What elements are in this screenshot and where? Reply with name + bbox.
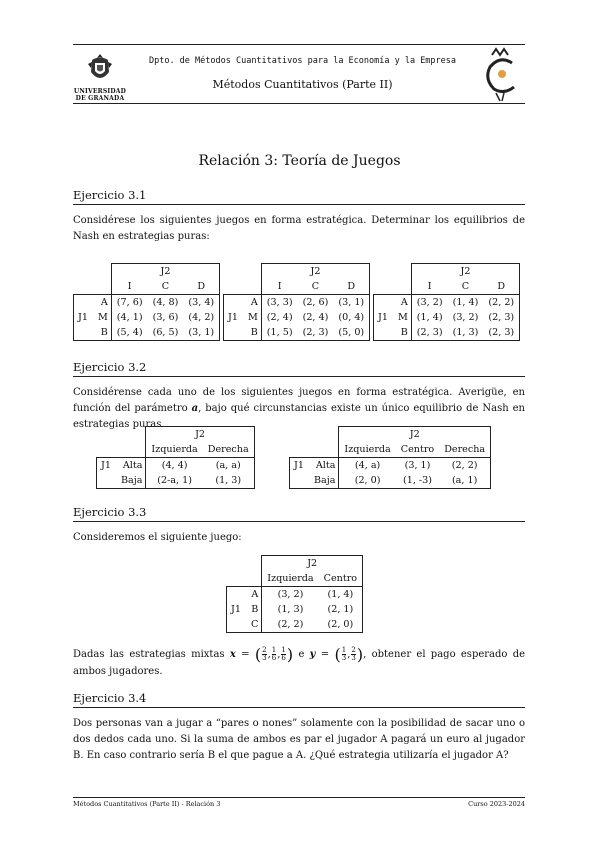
table-row [227, 571, 363, 587]
exercise-heading-3-1: Ejercicio 3.1 [73, 188, 147, 202]
corner-cell [97, 427, 116, 443]
column-strategy: C [448, 279, 484, 295]
exercise-text-3-3-mixed [73, 646, 525, 680]
column-strategy: D [483, 279, 519, 295]
column-player-label: J2 [111, 264, 219, 280]
row-player-label [97, 473, 116, 489]
column-strategy: Derecha [203, 442, 254, 458]
payoff-cell: (4, 8) [152, 297, 179, 308]
row-player-label: J1 [224, 310, 243, 325]
column-player-label: J2 [146, 427, 254, 443]
row-strategy: Alta [116, 458, 146, 474]
row-player-label: J1 [74, 310, 93, 325]
payoff-cell: (5, 4) [111, 325, 147, 341]
fraction-denominator: 6 [281, 654, 286, 662]
table-row [224, 279, 370, 295]
row-strategy: M [97, 312, 108, 323]
payoff-cell: (4, 1) [111, 310, 147, 325]
equals-sign-2: = [320, 649, 330, 660]
table-row [224, 264, 370, 280]
row-strategy: C [246, 617, 262, 633]
game-table-3-1-a [73, 263, 220, 341]
corner-cell [227, 571, 246, 587]
row-player-label [74, 325, 93, 341]
mixed-intro: Dadas las estrategias mixtas [73, 649, 225, 660]
payoff-cell: (3, 1) [404, 460, 431, 471]
corner-cell [290, 427, 309, 443]
payoff-cell: (2, 3) [483, 325, 519, 341]
page-title: Relación 3: Teoría de Juegos [198, 153, 401, 169]
exercise-rule-3-3 [73, 521, 525, 522]
row-strategy: B [251, 604, 259, 615]
fraction-separator: , [277, 649, 281, 660]
payoff-cell: (2, 6) [302, 297, 329, 308]
footer-left: Métodos Cuantitativos (Parte II) - Relación 3 [73, 800, 221, 808]
corner-cell [74, 279, 93, 295]
table-row [374, 295, 520, 311]
row-strategy: A [93, 295, 111, 311]
table-row [374, 279, 520, 295]
corner-cell [224, 279, 243, 295]
payoff-cell: (3, 2) [411, 295, 447, 311]
corner-cell [227, 556, 246, 572]
corner-cell [116, 427, 146, 443]
column-strategy: Izquierda [339, 442, 396, 458]
table-row [224, 325, 370, 341]
payoff-cell: (1, -3) [396, 473, 439, 489]
payoff-cell: (4, 4) [146, 458, 203, 474]
fraction-numerator: 1 [341, 646, 347, 654]
table-row [97, 473, 255, 489]
university-name-line2: DE GRANADA [75, 95, 125, 102]
fraction-numerator: 1 [281, 646, 286, 654]
payoff-cell: (2, 3) [483, 310, 519, 325]
payoff-cell: (2, 3) [298, 325, 334, 341]
payoff-cell: (3, 4) [183, 295, 219, 311]
column-strategy: Centro [319, 571, 363, 587]
row-player-label [224, 325, 243, 341]
row-strategy: A [246, 587, 262, 603]
payoff-cell: (6, 5) [148, 325, 184, 341]
game-table-3-1-c [373, 263, 520, 341]
row-strategy: A [393, 295, 411, 311]
row-strategy: M [397, 312, 408, 323]
payoff-cell: (3, 6) [152, 312, 179, 323]
footer-rule [73, 797, 525, 798]
fraction [351, 647, 355, 662]
payoff-cell: (2, 4) [261, 310, 297, 325]
exercise-heading-3-2: Ejercicio 3.2 [73, 360, 147, 374]
payoff-cell: (a, a) [203, 458, 254, 474]
fraction-numerator: 2 [262, 646, 267, 654]
corner-cell [290, 442, 309, 458]
corner-cell [224, 264, 243, 280]
footer-right: Curso 2023-2024 [468, 800, 525, 808]
fraction [262, 647, 266, 662]
payoff-cell: (2-a, 1) [146, 473, 203, 489]
payoff-cell: (5, 0) [333, 325, 369, 341]
column-strategy: I [261, 279, 297, 295]
corner-cell [246, 556, 262, 572]
payoff-cell: (4, a) [339, 458, 396, 474]
table-row [290, 473, 491, 489]
table-row [374, 325, 520, 341]
payoff-cell: (2, 0) [339, 473, 396, 489]
payoff-cell: (3, 1) [333, 295, 369, 311]
exercise-text-3-2: Considérense cada uno de los siguientes juegos en forma estratégica. Averigüe, en función del parámetro a, bajo qué circunstancias existe un único equilibrio de Nash en estrategias puras. [73, 387, 525, 430]
payoff-cell: (1, 4) [319, 587, 363, 603]
table-row [74, 295, 220, 311]
table-row [374, 264, 520, 280]
exercise-heading-3-3: Ejercicio 3.3 [73, 505, 147, 519]
corner-cell [93, 264, 111, 280]
column-player-label: J2 [262, 556, 363, 572]
x-vector [261, 646, 287, 662]
corner-cell [74, 264, 93, 280]
header-rule-top [73, 44, 525, 45]
table-row [97, 427, 255, 443]
payoff-cell: (3, 3) [261, 295, 297, 311]
fraction-denominator: 3 [351, 654, 356, 662]
payoff-cell: (1, 4) [452, 297, 479, 308]
corner-cell [393, 279, 411, 295]
corner-cell [374, 264, 393, 280]
paren-close-2: ) [356, 645, 364, 664]
row-player-label [227, 587, 246, 603]
exercise-text-3-1: Considérese los siguientes juegos en forma estratégica. Determinar los equilibrios de Nash en estrategias puras: [73, 215, 525, 242]
table-row [227, 556, 363, 572]
table-row [74, 325, 220, 341]
corner-cell [246, 571, 262, 587]
table-row [74, 279, 220, 295]
payoff-cell: (1, 5) [261, 325, 297, 341]
column-strategy: I [411, 279, 447, 295]
payoff-cell: (1, 4) [411, 310, 447, 325]
paren-close: ) [286, 645, 294, 664]
fraction [281, 647, 285, 662]
column-strategy: D [183, 279, 219, 295]
column-strategy: Derecha [439, 442, 490, 458]
exercise-rule-3-2 [73, 376, 525, 377]
exercise-rule-3-1 [73, 204, 525, 205]
payoff-cell: (3, 1) [183, 325, 219, 341]
row-player-label [374, 295, 393, 311]
game-table-3-2-a [96, 426, 255, 489]
table-row [290, 458, 491, 474]
column-strategy: C [148, 279, 184, 295]
fraction-separator: , [267, 649, 271, 660]
header-rule-bottom [73, 103, 525, 104]
table-row [374, 310, 520, 325]
x-variable: x [229, 649, 236, 660]
corner-cell [243, 264, 261, 280]
row-player-label: J1 [374, 310, 393, 325]
table-row [227, 617, 363, 633]
payoff-cell: (2, 2) [262, 617, 319, 633]
paren-open-2: ( [334, 645, 341, 664]
row-strategy: Baja [309, 473, 339, 489]
corner-cell [309, 427, 339, 443]
column-strategy: Izquierda [146, 442, 203, 458]
corner-cell [93, 279, 111, 295]
exercise-text-3-4: Dos personas van a jugar a “pares o nones” solamente con la posibilidad de sacar uno o dos dedos cada uno. Si la suma de ambos es par el jugador A pagará un euro al jugador B. En caso contrario sería B el que pague a A. ¿Qué estrategia utilizaría el jugador A? [73, 718, 525, 761]
fraction [272, 647, 276, 662]
fraction-denominator: 3 [262, 654, 267, 662]
payoff-cell: (2, 2) [439, 458, 490, 474]
y-vector [341, 646, 357, 662]
row-strategy: B [393, 325, 411, 341]
university-name-line1: UNIVERSIDAD [73, 88, 127, 95]
row-strategy: Baja [116, 473, 146, 489]
row-player-label [227, 617, 246, 633]
payoff-cell: (2, 1) [319, 602, 363, 617]
payoff-cell: (1, 3) [203, 473, 254, 489]
column-strategy: I [111, 279, 147, 295]
payoff-cell: (a, 1) [439, 473, 490, 489]
table-row [97, 458, 255, 474]
payoff-cell: (3, 2) [262, 587, 319, 603]
payoff-cell: (2, 4) [302, 312, 329, 323]
column-player-label: J2 [339, 427, 491, 443]
payoff-cell: (3, 2) [452, 312, 479, 323]
table-row [74, 310, 220, 325]
row-player-label [374, 325, 393, 341]
column-strategy: Centro [396, 442, 439, 458]
corner-cell [243, 279, 261, 295]
payoff-cell: (2, 0) [319, 617, 363, 633]
row-player-label: J1 [290, 458, 309, 474]
fraction-numerator: 1 [271, 646, 277, 654]
exercise-rule-3-4 [73, 707, 525, 708]
row-player-label: J1 [227, 602, 246, 617]
game-table-3-1-b [223, 263, 370, 341]
row-player-label [224, 295, 243, 311]
table-row [290, 442, 491, 458]
row-player-label: J1 [97, 458, 116, 474]
fraction-numerator: 2 [351, 646, 356, 654]
corner-cell [116, 442, 146, 458]
department-name: Dpto. de Métodos Cuantitativos para la Economía y la Empresa [148, 56, 457, 66]
row-player-label [290, 473, 309, 489]
payoff-cell: (1, 3) [262, 602, 319, 617]
course-name: Métodos Cuantitativos (Parte II) [212, 78, 393, 91]
table-row [97, 442, 255, 458]
paren-open: ( [254, 645, 262, 664]
corner-cell [309, 442, 339, 458]
department-logo [478, 47, 526, 103]
table-row [227, 602, 363, 617]
column-player-label: J2 [411, 264, 519, 280]
payoff-cell: (0, 4) [333, 310, 369, 325]
row-strategy: A [243, 295, 261, 311]
payoff-cell: (1, 3) [448, 325, 484, 341]
payoff-cell: (2, 3) [411, 325, 447, 341]
row-player-label [74, 295, 93, 311]
game-table-3-3 [226, 555, 363, 633]
table-row [224, 295, 370, 311]
row-strategy: B [93, 325, 111, 341]
exercise-text-3-3: Consideremos el siguiente juego: [73, 532, 242, 543]
payoff-cell: (4, 2) [183, 310, 219, 325]
row-strategy: Alta [309, 458, 339, 474]
table-row [74, 264, 220, 280]
corner-cell [97, 442, 116, 458]
corner-cell [393, 264, 411, 280]
fraction [342, 647, 346, 662]
column-strategy: D [333, 279, 369, 295]
column-strategy: Izquierda [262, 571, 319, 587]
game-table-3-2-b [289, 426, 491, 489]
corner-cell [374, 279, 393, 295]
table-row [290, 427, 491, 443]
row-strategy: B [243, 325, 261, 341]
coat-of-arms-icon [85, 52, 115, 84]
row-strategy: M [247, 312, 258, 323]
conjunction: e [298, 649, 305, 660]
equals-sign: = [241, 649, 250, 660]
fraction-denominator: 3 [341, 654, 347, 662]
payoff-cell: (7, 6) [111, 295, 147, 311]
table-row [224, 310, 370, 325]
table-row [227, 587, 363, 603]
fraction-denominator: 6 [271, 654, 277, 662]
mixed-outro: , obtener el pago esperado de ambos jugadores. [73, 649, 526, 677]
payoff-cell: (2, 2) [483, 295, 519, 311]
exercise-heading-3-4: Ejercicio 3.4 [73, 691, 147, 705]
column-strategy: C [298, 279, 334, 295]
university-logo [73, 52, 127, 102]
fraction-separator: , [347, 649, 351, 660]
y-variable: y [309, 649, 316, 660]
mc-logo-icon [478, 47, 526, 103]
column-player-label: J2 [261, 264, 369, 280]
